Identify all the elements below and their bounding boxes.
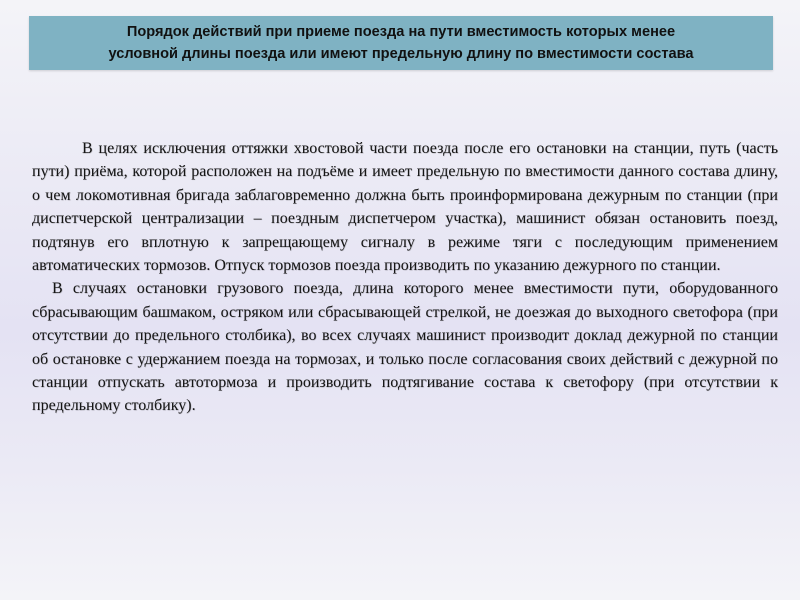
slide-title-line-2: условной длины поезда или имеют предельную длину по вместимости состава bbox=[108, 46, 694, 62]
body-paragraph-2: В случаях остановки грузового поезда, длина которого менее вместимости пути, оборудованного сбрасывающим башмаком, остряком или сбрасывающей стрелкой, не доезжая до выходного светофора (при отсутствии до предельного столбика), во всех случаях машинист производит доклад дежурной по станции об остановке с удержанием поезда на тормозах, и только после согласования своих действий с дежурной по станции отпускать автотормоза и производить подтягивание состава к светофору (при отсутствии к предельному столбику). bbox=[32, 280, 778, 415]
slide-body bbox=[32, 137, 778, 418]
slide-title bbox=[108, 21, 693, 65]
body-paragraph-1: В целях исключения оттяжки хвостовой части поезда после его остановки на станции, путь (часть пути) приёма, которой расположен на подъёме и имеет предельную по вместимости данного состава длину, о чем локомотивная бригада заблаговременно должна быть проинформирована дежурным по станции (при диспетчерской централизации – поездным диспетчером участка), машинист обязан остановить поезд, подтянув его вплотную к запрещающему сигналу в режиме тяги с последующим применением автоматических тормозов. Отпуск тормозов поезда производить по указанию дежурного по станции. bbox=[32, 140, 778, 275]
slide-title-line-1: Порядок действий при приеме поезда на пути вместимость которых менее bbox=[126, 24, 676, 40]
title-banner bbox=[29, 16, 773, 70]
